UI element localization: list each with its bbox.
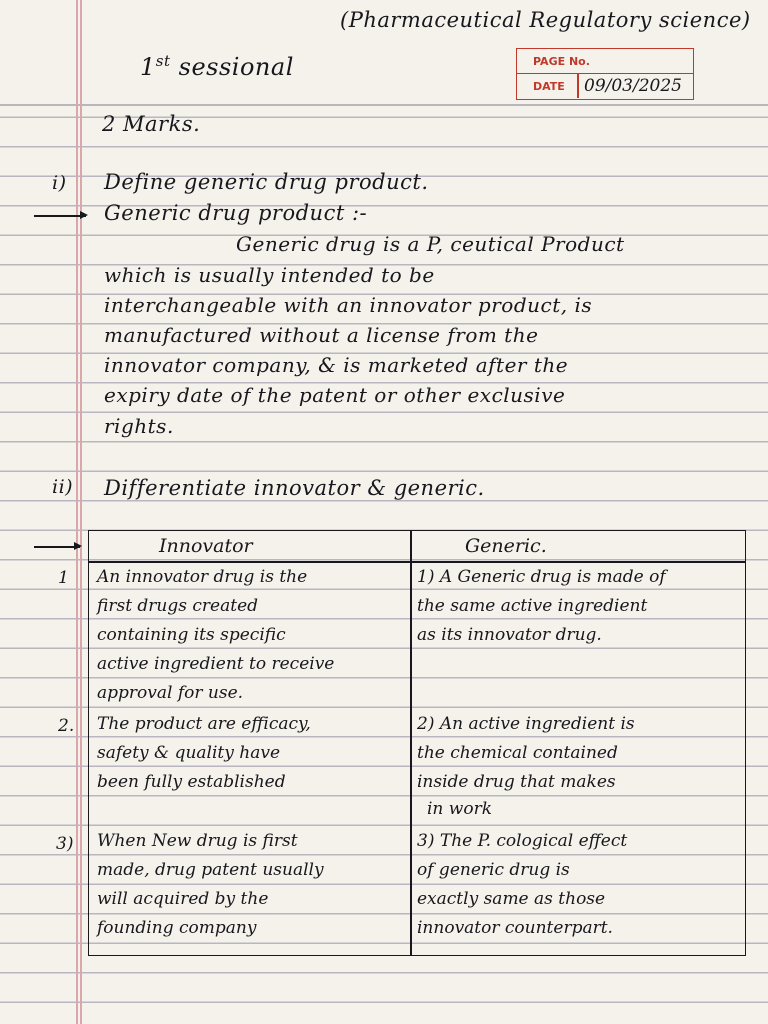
q1-answer-line: innovator company, & is marketed after the xyxy=(104,353,569,377)
date-separator xyxy=(577,74,579,98)
table-row-1-generic-line: 1) A Generic drug is made of xyxy=(417,567,666,587)
table-header-rule xyxy=(89,561,745,563)
table-row-2-innovator-line: safety & quality have xyxy=(97,743,281,763)
table-row-3-innovator-line: made, drug patent usually xyxy=(97,860,324,880)
q1-question: Define generic drug product. xyxy=(104,170,429,194)
table-row-3-generic-line: of generic drug is xyxy=(417,860,570,880)
q2-question: Differentiate innovator & generic. xyxy=(104,476,485,500)
table-row-1-innovator-line: approval for use. xyxy=(97,683,244,703)
arrow-icon xyxy=(34,215,86,217)
table-row-2-generic-line: in work xyxy=(427,799,493,819)
session-title xyxy=(140,52,294,81)
table-row-1-generic-line: the same active ingredient xyxy=(417,596,648,616)
q1-number: i) xyxy=(52,172,67,194)
q1-answer-line: interchangeable with an innovator product, is xyxy=(104,293,593,317)
header-rule xyxy=(0,104,768,106)
q1-heading: Generic drug product :- xyxy=(104,201,368,225)
table-row-3-generic-line: 3) The P. cological effect xyxy=(417,831,628,851)
comparison-table xyxy=(88,530,746,956)
table-column-separator xyxy=(410,531,412,955)
q1-answer-line: Generic drug is a P, ceutical Product xyxy=(236,232,625,256)
table-row-3-innovator-line: When New drug is first xyxy=(97,831,298,851)
session-suffix: st xyxy=(155,52,171,70)
date-label: DATE xyxy=(533,80,565,93)
marks-heading: 2 Marks. xyxy=(102,112,201,136)
left-margin-line xyxy=(76,0,78,1024)
table-row-1-innovator-line: active ingredient to receive xyxy=(97,654,335,674)
arrow-icon xyxy=(34,546,80,548)
q2-number: ii) xyxy=(52,476,74,498)
row-number: 3) xyxy=(56,834,74,854)
table-row-3-innovator-line: founding company xyxy=(97,918,257,938)
table-row-1-innovator-line: containing its specific xyxy=(97,625,286,645)
table-row-1-generic-line: as its innovator drug. xyxy=(417,625,602,645)
table-header-generic: Generic. xyxy=(465,535,547,557)
page-no-label: PAGE No. xyxy=(533,55,590,68)
table-header-innovator: Innovator xyxy=(159,535,253,557)
date-value: 09/03/2025 xyxy=(584,76,682,96)
session-number: 1 xyxy=(140,53,156,81)
q1-answer-line: manufactured without a license from the xyxy=(104,323,539,347)
table-row-3-generic-line: exactly same as those xyxy=(417,889,606,909)
row-number: 2. xyxy=(58,716,75,736)
subject-title: (Pharmaceutical Regulatory science) xyxy=(340,8,751,32)
q1-answer-line: which is usually intended to be xyxy=(104,263,435,287)
q1-answer-line: expiry date of the patent or other exclusive xyxy=(104,383,566,407)
table-row-1-innovator-line: An innovator drug is the xyxy=(97,567,308,587)
page-no-row xyxy=(517,49,693,74)
left-margin-line-inner xyxy=(80,0,82,1024)
table-row-2-generic-line: inside drug that makes xyxy=(417,772,616,792)
table-row-2-generic-line: 2) An active ingredient is xyxy=(417,714,635,734)
table-row-1-innovator-line: first drugs created xyxy=(97,596,259,616)
table-row-3-innovator-line: will acquired by the xyxy=(97,889,269,909)
q1-answer-line: rights. xyxy=(104,414,174,438)
session-word: sessional xyxy=(178,53,294,81)
row-number: 1 xyxy=(58,568,69,588)
table-row-2-generic-line: the chemical contained xyxy=(417,743,618,763)
table-row-2-innovator-line: been fully established xyxy=(97,772,286,792)
table-row-3-generic-line: innovator counterpart. xyxy=(417,918,613,938)
table-row-2-innovator-line: The product are efficacy, xyxy=(97,714,311,734)
